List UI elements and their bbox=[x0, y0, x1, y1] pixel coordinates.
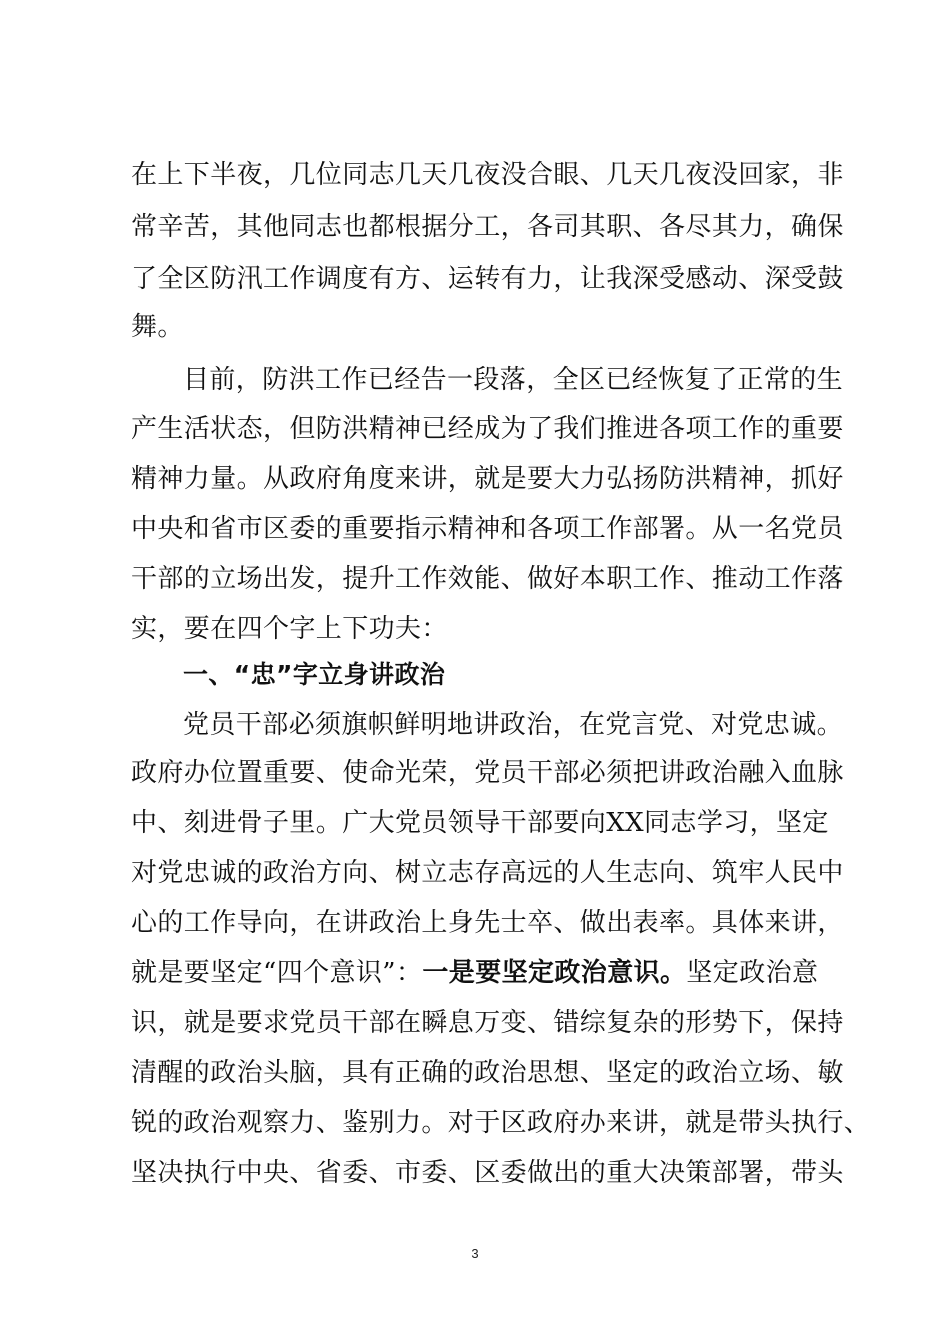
body-text-line: 政府办位置重要、使命光荣，党员干部必须把讲政治融入血脉 bbox=[131, 758, 844, 788]
body-text-line: 舞。 bbox=[131, 312, 184, 342]
body-text-line: 锐的政治观察力、鉴别力。对于区政府办来讲，就是带头执行、 bbox=[131, 1108, 871, 1138]
body-text-line: 了全区防汛工作调度有方、运转有力，让我深受感动、深受鼓 bbox=[131, 264, 844, 294]
emphasis-text: 一是要坚定政治意识。 bbox=[422, 958, 687, 988]
page-number: 3 bbox=[471, 1246, 479, 1261]
body-text-line: 干部的立场出发，提升工作效能、做好本职工作、推动工作落 bbox=[131, 564, 844, 594]
body-text-line: 目前，防洪工作已经告一段落，全区已经恢复了正常的生 bbox=[183, 365, 844, 395]
body-text-line: 常辛苦，其他同志也都根据分工，各司其职、各尽其力，确保 bbox=[131, 212, 844, 242]
section-heading: 一、“忠”字立身讲政治 bbox=[183, 660, 446, 689]
body-text-line: 中、刻进骨子里。广大党员领导干部要向XX同志学习，坚定 bbox=[131, 808, 829, 838]
body-text-line bbox=[131, 953, 831, 993]
body-text-segment: 就是要坚定“四个意识”： bbox=[131, 958, 423, 988]
body-text-line: 实，要在四个字上下功夫： bbox=[131, 614, 448, 644]
body-text-segment: 坚定政治意 bbox=[686, 958, 819, 988]
body-text-line: 中央和省市区委的重要指示精神和各项工作部署。从一名党员 bbox=[131, 514, 844, 544]
body-text-line: 精神力量。从政府角度来讲，就是要大力弘扬防洪精神，抓好 bbox=[131, 464, 844, 494]
body-text-line: 对党忠诚的政治方向、树立志存高远的人生志向、筑牢人民中 bbox=[131, 858, 844, 888]
body-text-line: 党员干部必须旗帜鲜明地讲政治，在党言党、对党忠诚。 bbox=[183, 710, 844, 740]
body-text-line: 产生活状态，但防洪精神已经成为了我们推进各项工作的重要 bbox=[131, 414, 844, 444]
body-text-line: 在上下半夜，几位同志几天几夜没合眼、几天几夜没回家，非 bbox=[131, 160, 844, 190]
body-text-line: 识，就是要求党员干部在瞬息万变、错综复杂的形势下，保持 bbox=[131, 1008, 844, 1038]
body-text-line: 坚决执行中央、省委、市委、区委做出的重大决策部署，带头 bbox=[131, 1158, 844, 1188]
body-text-line: 心的工作导向，在讲政治上身先士卒、做出表率。具体来讲， bbox=[131, 908, 844, 938]
body-text-line: 清醒的政治头脑，具有正确的政治思想、坚定的政治立场、敏 bbox=[131, 1058, 844, 1088]
